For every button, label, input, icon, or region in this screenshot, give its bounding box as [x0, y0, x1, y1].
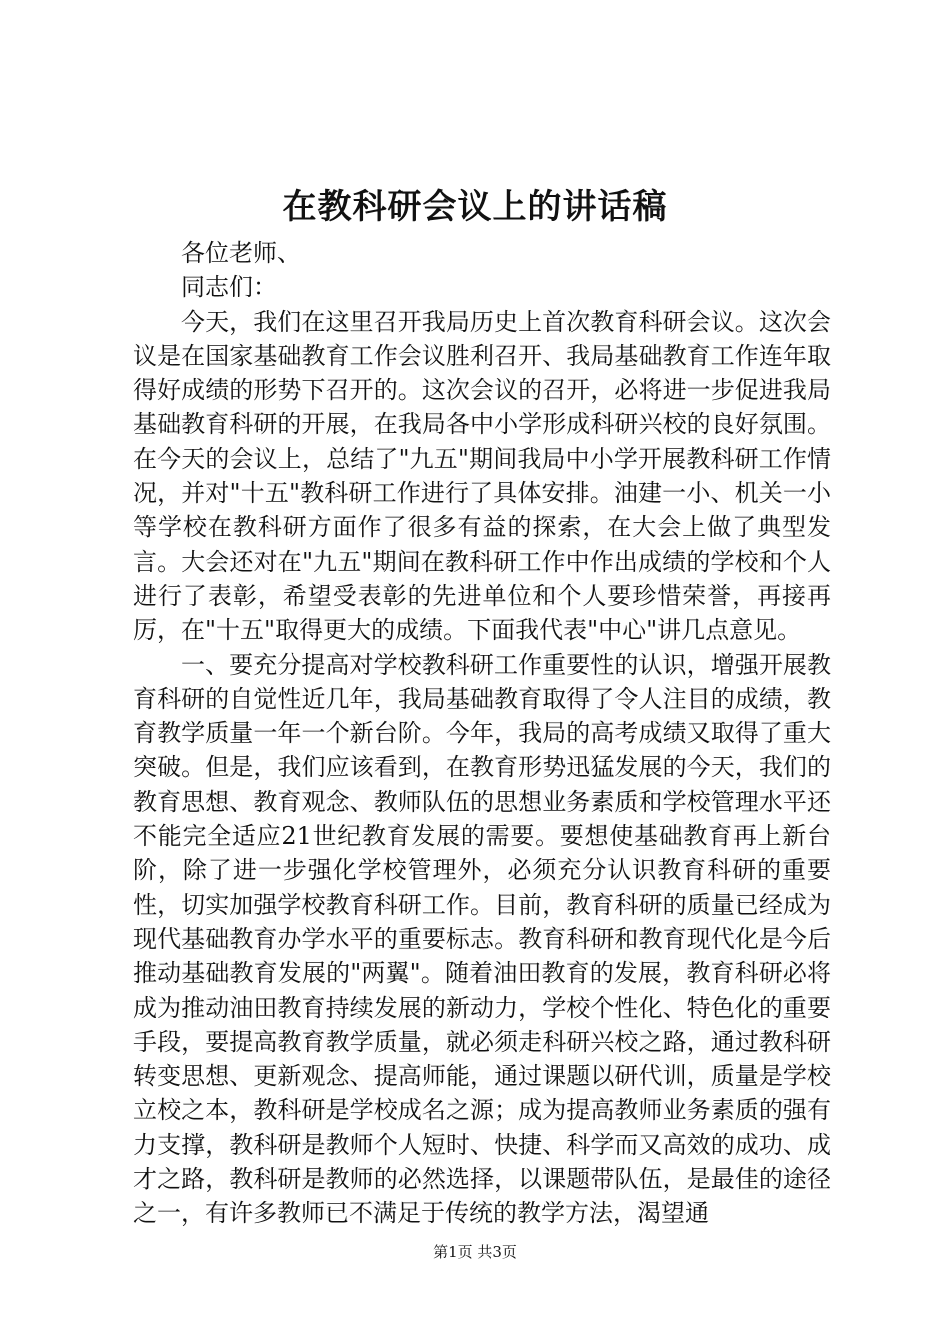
- page-footer: 第1页 共3页: [433, 1243, 517, 1261]
- document-title: 在教科研会议上的讲话稿: [282, 187, 668, 227]
- salutation-line-1: 各位老师、: [181, 239, 301, 267]
- body-paragraph-section-1: 一、要充分提高对学校教科研工作重要性的认识，增强开展教育科研的自觉性近几年，我局基础教育取得了令人注目的成绩，教育教学质量一年一个新台阶。今年，我局的高考成绩又取得了重大突破。但是，我们应该看到，在教育形势迅猛发展的今天，我们的教育思想、教育观念、教师队伍的思想业务素质和学校管理水平还不能完全适应21世纪教育发展的需要。要想使基础教育再上新台阶，除了进一步强化学校管理外，必须充分认识教育科研的重要性，切实加强学校教育科研工作。目前，教育科研的质量已经成为现代基础教育办学水平的重要标志。教育科研和教育现代化是今后推动基础教育发展的"两翼"。随着油田教育的发展，教育科研必将成为推动油田教育持续发展的新动力，学校个性化、特色化的重要手段，要提高教育教学质量，就必须走科研兴校之路，通过教科研转变思想、更新观念、提高师能，通过课题以研代训，质量是学校立校之本，教科研是学校成名之源；成为提高教师业务素质的强有力支撑，教科研是教师个人短时、快捷、科学而又高效的成功、成才之路，教科研是教师的必然选择，以课题带队伍，是最佳的途径之一，有许多教师已不满足于传统的教学方法，渴望通: [133, 650, 831, 1228]
- body-paragraph-intro: 今天，我们在这里召开我局历史上首次教育科研会议。这次会议是在国家基础教育工作会议胜利召开、我局基础教育工作连年取得好成绩的形势下召开的。这次会议的召开，必将进一步促进我局基础教育科研的开展，在我局各中小学形成科研兴校的良好氛围。在今天的会议上，总结了"九五"期间我局中小学开展教科研工作情况，并对"十五"教科研工作进行了具体安排。油建一小、机关一小等学校在教科研方面作了很多有益的探索，在大会上做了典型发言。大会还对在"九五"期间在教科研工作中作出成绩的学校和个人进行了表彰，希望受表彰的先进单位和个人要珍惜荣誉，再接再厉，在"十五"取得更大的成绩。下面我代表"中心"讲几点意见。: [133, 307, 831, 645]
- document-body: [133, 236, 831, 1231]
- salutation-line-2: 同志们：: [181, 273, 277, 302]
